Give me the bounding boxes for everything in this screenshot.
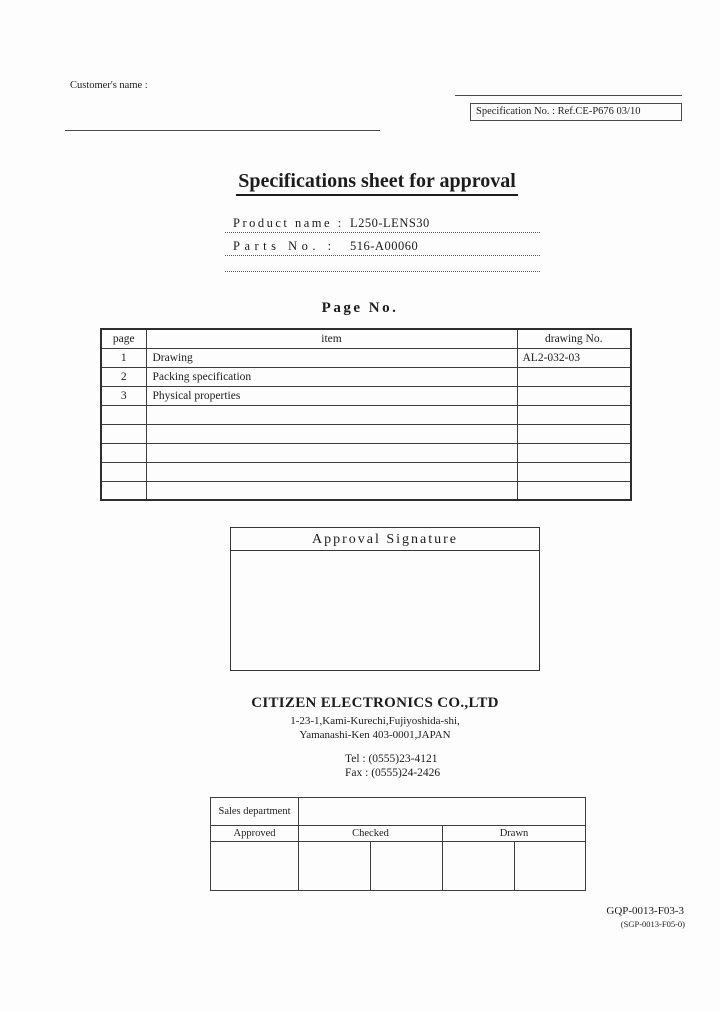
signature-table-row-sales bbox=[211, 798, 586, 826]
drawing-cell bbox=[517, 443, 631, 462]
spec-no-text: Specification No. : Ref.CE-P676 03/10 bbox=[476, 106, 641, 117]
drawn-stamp-cell bbox=[443, 842, 515, 891]
blank-dotted-line bbox=[225, 256, 540, 272]
drawing-cell bbox=[517, 405, 631, 424]
page-cell bbox=[101, 424, 146, 443]
item-cell bbox=[146, 462, 517, 481]
spec-no-box bbox=[470, 103, 682, 121]
checked-stamp-cell bbox=[299, 842, 371, 891]
footer-doc-code-sub: (SGP-0013-F05-0) bbox=[620, 919, 685, 929]
page-no-heading: Page No. bbox=[321, 300, 399, 316]
approved-label-cell: Approved bbox=[211, 826, 299, 842]
customer-name-line bbox=[65, 130, 380, 131]
drawing-cell bbox=[517, 367, 631, 386]
page-cell: 2 bbox=[101, 367, 146, 386]
table-row bbox=[101, 386, 631, 405]
approved-stamp-cell bbox=[211, 842, 299, 891]
company-tel: Tel : (0555)23-4121 bbox=[345, 753, 438, 765]
col-header-page: page bbox=[101, 329, 146, 348]
page-cell bbox=[101, 462, 146, 481]
sales-department-cell: Sales department bbox=[211, 798, 299, 826]
table-row bbox=[101, 405, 631, 424]
signature-table bbox=[210, 797, 586, 891]
col-header-item: item bbox=[146, 329, 517, 348]
checked-stamp-cell bbox=[371, 842, 443, 891]
drawing-cell bbox=[517, 481, 631, 500]
parts-no-label: Parts No. : bbox=[233, 239, 336, 253]
product-name-value: L250-LENS30 bbox=[350, 216, 430, 230]
sales-department-value-cell bbox=[299, 798, 586, 826]
drawing-cell: AL2-032-03 bbox=[517, 348, 631, 367]
item-cell: Physical properties bbox=[146, 386, 517, 405]
page-index-table bbox=[100, 328, 632, 501]
company-block bbox=[30, 695, 720, 741]
product-name-row bbox=[225, 210, 540, 233]
table-row bbox=[101, 367, 631, 386]
drawing-cell bbox=[517, 462, 631, 481]
drawn-label-cell: Drawn bbox=[443, 826, 586, 842]
table-row bbox=[101, 443, 631, 462]
spec-no-top-line bbox=[455, 95, 682, 96]
drawing-cell bbox=[517, 386, 631, 405]
parts-no-value: 516-A00060 bbox=[350, 239, 419, 253]
company-name: CITIZEN ELECTRONICS CO.,LTD bbox=[251, 695, 499, 711]
company-fax: Fax : (0555)24-2426 bbox=[345, 767, 441, 779]
company-address-line2: Yamanashi-Ken 403-0001,JAPAN bbox=[299, 729, 451, 741]
item-cell: Drawing bbox=[146, 348, 517, 367]
page-cell bbox=[101, 481, 146, 500]
table-header-row bbox=[101, 329, 631, 348]
table-row bbox=[101, 462, 631, 481]
item-cell bbox=[146, 405, 517, 424]
page-cell bbox=[101, 443, 146, 462]
table-row bbox=[101, 348, 631, 367]
title-wrap bbox=[34, 170, 720, 196]
table-row bbox=[101, 424, 631, 443]
item-cell: Packing specification bbox=[146, 367, 517, 386]
signature-table-row-labels bbox=[211, 826, 586, 842]
item-cell bbox=[146, 424, 517, 443]
drawn-stamp-cell bbox=[515, 842, 586, 891]
table-row bbox=[101, 481, 631, 500]
checked-label-cell: Checked bbox=[299, 826, 443, 842]
footer-doc-code: GQP-0013-F03-3 bbox=[606, 905, 684, 917]
drawing-cell bbox=[517, 424, 631, 443]
col-header-drawing-no: drawing No. bbox=[517, 329, 631, 348]
page-cell: 3 bbox=[101, 386, 146, 405]
signature-table-row-stamps bbox=[211, 842, 586, 891]
item-cell bbox=[146, 481, 517, 500]
page-title: Specifications sheet for approval bbox=[236, 170, 518, 196]
page-cell bbox=[101, 405, 146, 424]
tel-fax-block bbox=[345, 752, 440, 780]
approval-signature-title: Approval Signature bbox=[231, 528, 539, 551]
product-name-label: Product name : bbox=[233, 216, 344, 230]
company-address-line1: 1-23-1,Kami-Kurechi,Fujiyoshida-shi, bbox=[290, 715, 460, 727]
parts-no-row bbox=[225, 233, 540, 256]
item-cell bbox=[146, 443, 517, 462]
page-cell: 1 bbox=[101, 348, 146, 367]
customer-name-label: Customer's name : bbox=[70, 80, 148, 91]
approval-signature-box bbox=[230, 527, 540, 671]
